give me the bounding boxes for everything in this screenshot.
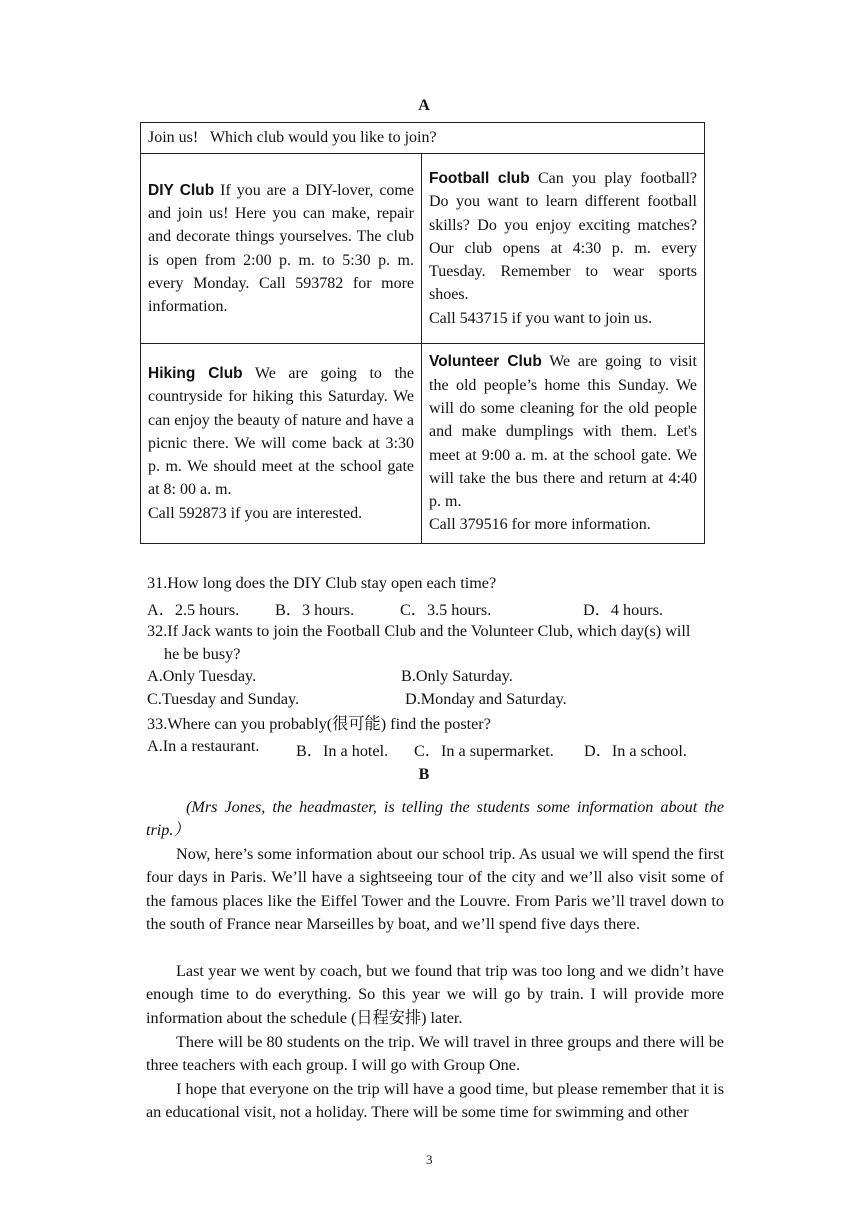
q32-option-a: A.Only Tuesday. (147, 667, 257, 685)
football-club-text: Can you play football? Do you want to learn different football skills? Do you enjoy exciting matches? Our club opens at 4:30 p. m. every Tuesday. Remember to wear sports shoes. (429, 169, 698, 304)
diy-club-name: DIY Club (148, 181, 215, 199)
section-a-title: A (418, 97, 430, 114)
q31-option-c: C．3.5 hours. (400, 601, 492, 619)
q31-stem: 31.How long does the DIY Club stay open each time? (147, 574, 497, 592)
q32-option-c: C.Tuesday and Sunday. (147, 690, 300, 708)
passage-paragraph-4: I hope that everyone on the trip will have a good time, but please remember that it is an educational visit, not a holiday. There will be some time for swimming and other (146, 1080, 724, 1122)
passage-paragraph-2: Last year we went by coach, but we found that trip was too long and we didn’t have enough time to do everything. So this year we will go by train. I will provide more information about the schedule (日程安排) later. (146, 962, 724, 1027)
passage-intro: (Mrs Jones, the headmaster, is telling the students some information about the trip.） (146, 798, 724, 840)
q32-stem-line1: 32.If Jack wants to join the Football Club and the Volunteer Club, which day(s) will (147, 622, 691, 640)
q31-option-d: D．4 hours. (583, 601, 664, 619)
volunteer-club-name: Volunteer Club (429, 353, 542, 371)
volunteer-club-cell (422, 344, 705, 544)
football-club-name: Football club (429, 169, 530, 187)
q33-option-b: B．In a hotel. (296, 742, 389, 760)
section-b-title: B (418, 766, 430, 783)
volunteer-club-text: We are going to visit the old people’s home this Sunday. We will do some cleaning for the old people and make dumplings with them. Let's meet at 9:00 a. m. at the school gate. We will take the bus there and return at 4:40 p. m. (429, 353, 697, 511)
q33-option-a: A.In a restaurant. (147, 737, 260, 755)
football-club-cell (422, 154, 705, 344)
q33-stem: 33.Where can you probably(很可能) find the poster? (147, 715, 491, 733)
q33-option-c: C．In a supermarket. (414, 742, 554, 760)
passage-paragraph-1: Now, here’s some information about our school trip. As usual we will spend the first four days in Paris. We’ll have a sightseeing tour of the city and we’ll also visit some of the famous places like the Eiffel Tower and the Louvre. From Paris we’ll travel down to the south of France near Marseilles by boat, and we’ll spend five days there. (146, 845, 724, 934)
q31-option-a: A．2.5 hours. (147, 601, 240, 619)
hiking-club-name: Hiking Club (148, 364, 243, 382)
poster-header: Join us! Which club would you like to join? (141, 123, 705, 154)
diy-club-text: If you are a DIY-lover, come and join us! Here you can make, repair and decorate things yourselves. The club is open from 2:00 p. m. to 5:30 p. m. every Monday. Call 593782 for more information. (148, 181, 414, 316)
q31-option-b: B．3 hours. (275, 601, 355, 619)
club-poster-table (140, 122, 705, 544)
hiking-club-text: We are going to the countryside for hiking this Saturday. We can enjoy the beauty of nature and have a picnic there. We will come back at 3:30 p. m. We should meet at the school gate at 8: 00 a. m. (148, 364, 414, 499)
diy-club-cell (141, 154, 422, 344)
q32-option-b: B.Only Saturday. (401, 667, 513, 685)
q33-option-d: D．In a school. (584, 742, 687, 760)
q32-option-d: D.Monday and Saturday. (405, 690, 567, 708)
football-club-call: Call 543715 if you want to join us. (429, 309, 653, 327)
page-number: 3 (426, 1152, 433, 1167)
passage-paragraph-3: There will be 80 students on the trip. We will travel in three groups and there will be three teachers with each group. I will go with Group One. (146, 1033, 724, 1075)
hiking-club-call: Call 592873 if you are interested. (148, 504, 363, 522)
hiking-club-cell (141, 344, 422, 544)
volunteer-club-call: Call 379516 for more information. (429, 516, 651, 534)
q32-stem-line2: he be busy? (164, 645, 241, 663)
